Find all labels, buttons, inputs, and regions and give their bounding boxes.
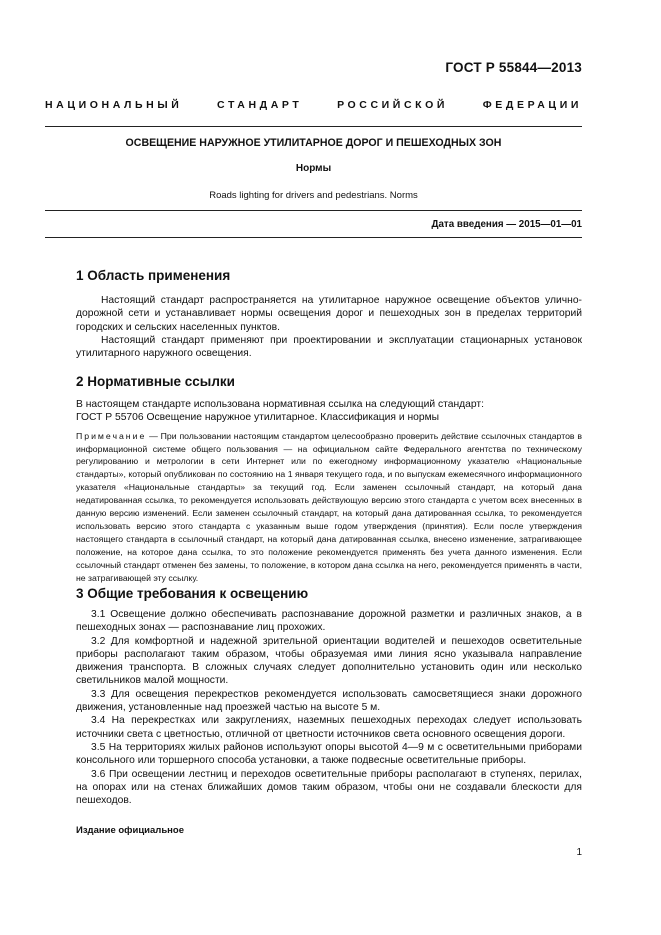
note-label: Примечание — [76, 430, 147, 441]
section-3-6-paragraph: 3.6 При освещении лестниц и переходов осветительные приборы располагают в ступенях, перилах, на опорах или на стенах ближайших домов таким образом, чтобы они не создавали блескости для пешеходов. — [76, 768, 582, 807]
title-divider — [45, 210, 582, 211]
section-1-body — [76, 294, 582, 360]
section-2-heading: 2 Нормативные ссылки — [76, 374, 235, 389]
official-edition-label: Издание официальное — [76, 825, 184, 836]
section-2-paragraph-1: В настоящем стандарте использована нормативная ссылка на следующий стандарт: — [76, 399, 484, 410]
section-1-paragraph-2: Настоящий стандарт применяют при проектировании и эксплуатации стационарных установок утилитарного наружного освещения. — [76, 334, 582, 360]
section-3-2-paragraph: 3.2 Для комфортной и надежной зрительной ориентации водителей и пешеходов осветительные приборы располагают таким образом, чтобы образуемая ими линия ясно указывала направление движения транспорта. В сложных случаях следует дополнительно установить один или несколько светильников малой мощности. — [76, 635, 582, 687]
section-1-paragraph-1: Настоящий стандарт распространяется на утилитарное наружное освещение объектов улично-дорожной сети и устанавливает нормы освещения дорог и пешеходных зон в пределах территорий городских и сельских населенных пунктов. — [76, 295, 582, 333]
section-3-heading: 3 Общие требования к освещению — [76, 586, 309, 601]
section-3-1-paragraph: 3.1 Освещение должно обеспечивать распознавание дорожной разметки и различных знаков, а в пешеходных зонах — распознавание лиц прохожих. — [76, 609, 582, 634]
document-code: ГОСТ Р 55844—2013 — [445, 60, 582, 75]
national-standard-heading: НАЦИОНАЛЬНЫЙ СТАНДАРТ РОССИЙСКОЙ ФЕДЕРАЦИИ — [45, 99, 582, 111]
page-number: 1 — [576, 847, 582, 858]
section-3-3-paragraph: 3.3 Для освещения перекрестков рекомендуется использовать самосветящиеся знаки дорожного движения, установленные над проезжей частью на высоте 5 м. — [76, 688, 582, 714]
note-text: — При пользовании настоящим стандартом целесообразно проверить действие ссылочных стандартов в информационной системе общего пользования — на официальном сайте Федерального агентства по техническому регулированию и метрологии в сети Интернет или по ежегодному информационному указателю «Национальные стандарты», который опубликован по состоянию на 1 января текущего года, и по выпускам ежемесячного информационного указателя «Национальные стандарты» за текущий год. Если заменен ссылочный стандарт, на который дана недатированная ссылка, то рекомендуется использовать действующую версию этого стандарта с учетом всех внесенных в данную версию изменений. Если заменен ссылочный стандарт, на который дана датированная ссылка, то рекомендуется использовать версию этого стандарта с указанным выше годом утверждения (принятия). Если после утверждения настоящего стандарта в ссылочный стандарт, на который дана датированная ссылка, внесено изменение, затрагивающее положение, на которое дана ссылка, то это положение рекомендуется применять без учета данного изменения. Если ссылочный стандарт отменен без замены, то положение, в котором дана ссылка на него, рекомендуется применять в части, не затрагивающей эту ссылку. — [76, 430, 582, 583]
date-divider — [45, 237, 582, 238]
section-2-body — [76, 398, 582, 584]
section-1-heading: 1 Область применения — [76, 268, 231, 283]
standard-subtitle: Нормы — [295, 163, 332, 174]
section-3-body — [76, 608, 582, 807]
standard-title: ОСВЕЩЕНИЕ НАРУЖНОЕ УТИЛИТАРНОЕ ДОРОГ И ПЕШЕХОДНЫХ ЗОН — [125, 137, 502, 149]
section-3-4-paragraph: 3.4 На перекрестках или закруглениях, наземных пешеходных переходах следует использовать источники света с цветностью, отличной от цветности источников света основного освещения дороги. — [76, 715, 582, 740]
section-2-reference: ГОСТ Р 55706 Освещение наружное утилитарное. Классификация и нормы — [76, 412, 440, 424]
section-3-5-paragraph: 3.5 На территориях жилых районов используют опоры высотой 4—9 м с осветительными приборами консольного или торшерного способа установки, а также подвесные осветительные приборы. — [76, 741, 582, 767]
introduction-date: Дата введения — 2015—01—01 — [431, 219, 582, 230]
standard-english-title: Roads lighting for drivers and pedestrians. Norms — [209, 190, 418, 201]
header-divider — [45, 126, 582, 127]
section-2-note — [76, 430, 582, 585]
